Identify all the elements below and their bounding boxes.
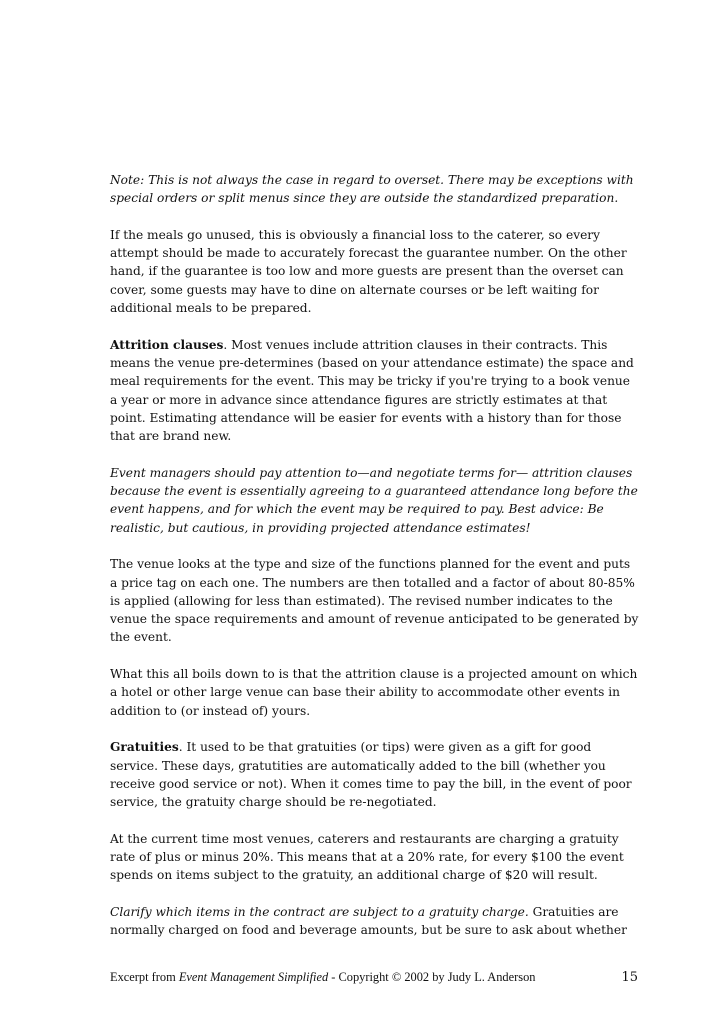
footer-prefix: Excerpt from — [110, 970, 179, 984]
attrition-text: . Most venues include attrition clauses in their contracts. This means the venue pre-determines (based on your attendance estimate) the space and meal requirements for the event. This may be tricky if you're trying to a book venue a year or more in advance since attendance figures are strictly estimates at that point. Estimating attendance will be easier for events with a history than for those that are brand new. — [110, 337, 634, 444]
guarantee-paragraph: If the meals go unused, this is obviously a financial loss to the caterer, so every attempt should be made to accurately forecast the guarantee number. On the other hand, if the guarantee is too low and more guests are present than the overset can cover, some guests may have to dine on alternate courses or be left waiting for additional meals to be prepared. — [110, 227, 627, 316]
attrition-heading: Attrition clauses — [110, 337, 224, 352]
gratuities-heading: Gratuities — [110, 740, 179, 755]
page-body — [110, 171, 640, 958]
note-line-1: Note: This is not always the case in regard to overset. There may be exceptions with — [110, 173, 634, 187]
page-number: 15 — [621, 970, 638, 985]
advice-paragraph: Event managers should pay attention to—and negotiate terms for— attrition clauses because the event is essentially agreeing to a guaranteed attendance long before the event happens, and for which the event may be required to pay. Best advice: Be realistic, but cautious, in providing projected attendance estimates! — [110, 465, 638, 535]
clarify-paragraph — [110, 903, 640, 940]
note-paragraph — [110, 171, 640, 208]
venue-paragraph: The venue looks at the type and size of the functions planned for the event and puts a price tag on each one. The numbers are then totalled and a factor of about 80-85% is applied (allowing for less than estimated). The revised number indicates to the venue the space requirements and amount of revenue anticipated to be generated by the event. — [110, 557, 639, 645]
footer-copyright: - Copyright © 2002 by Judy L. Anderson — [328, 970, 536, 984]
gratuity-rate-paragraph: At the current time most venues, caterers and restaurants are charging a gratuity rate of plus or minus 20%. This means that at a 20% rate, for every $100 the event spends on items subject to the gratuity, an additional charge of $20 will result. — [110, 831, 624, 883]
note-line-2: special orders or split menus since they are outside the standardized preparation. — [110, 191, 619, 206]
attrition-paragraph — [110, 336, 640, 446]
gratuities-text: . It used to be that gratuities (or tips) were given as a gift for good service. These days, gratutities are automatically added to the bill (whether you receive good service or not). When it comes time to pay the bill, in the event of poor service, the gratuity charge should be re-negotiated. — [110, 740, 632, 810]
footer-book-title: Event Management Simplified — [178, 970, 329, 984]
clarify-text: Gratuities are normally charged on food and beverage amounts, but be sure to ask about whether — [110, 904, 627, 938]
boils-down-paragraph: What this all boils down to is that the attrition clause is a projected amount on which a hotel or other large venue can base their ability to accommodate other events in addition to (or instead of) yours. — [110, 667, 638, 718]
page-footer — [110, 970, 640, 985]
gratuities-paragraph — [110, 738, 640, 811]
clarify-italic: Clarify which items in the contract are subject to a gratuity charge. — [110, 904, 529, 919]
